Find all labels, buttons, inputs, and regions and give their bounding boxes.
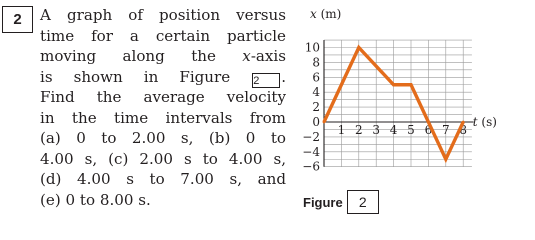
figure-caption-number: 2 [347,190,379,214]
figure-reference-box: 2 [252,73,280,88]
problem-line [40,169,286,190]
y-tick-label: 0 [312,115,320,129]
x-tick-label: 2 [354,123,363,137]
problem-line [40,190,286,211]
y-tick-label: −4 [302,144,320,159]
y-tick-label: 8 [312,55,320,70]
x-axis-label [473,115,497,129]
problem-line [40,46,286,67]
text-run: Find the average velocity [40,88,286,106]
problem-line [40,26,286,47]
position-time-graph [286,0,535,188]
data-point [444,158,447,161]
y-tick-label: 6 [312,70,320,85]
x-tick-label: 6 [424,123,433,137]
x-tick-label: 3 [372,123,381,137]
text-run: -axis [250,47,286,65]
problem-line [40,128,286,149]
x-tick-label: 8 [459,123,468,137]
y-axis-variable: x [310,7,317,21]
x-tick-label: 7 [441,123,450,137]
text-run: time for a certain particle [40,26,286,45]
x-axis-unit: (s) [477,115,497,129]
y-axis-label [310,7,341,21]
y-tick-label: 2 [312,100,320,115]
text-run: (a) 0 to 2.00 s, (b) 0 to [40,129,286,147]
text-run: A graph of position versus [40,6,286,24]
data-point [392,83,395,86]
x-tick-label: 5 [407,123,415,137]
text-run: (e) 0 to 8.00 s. [40,190,151,209]
x-axis-variable: t [472,115,478,129]
data-point [462,121,465,124]
data-point [323,121,326,124]
problem-line [40,87,286,108]
text-run: . [281,67,286,86]
problem-statement [40,5,286,210]
y-tick-label: −2 [302,129,320,144]
x-tick-label: 4 [389,123,398,137]
y-tick-label: 4 [312,85,320,100]
problem-line [40,5,286,26]
problem-line [40,67,286,88]
text-run: moving along the [40,47,243,65]
text-run: is shown in Figure [40,67,252,86]
x-tick-label: 1 [337,123,346,137]
problem-line [40,149,286,170]
data-point [357,46,360,49]
problem-line [40,108,286,129]
figure-caption-label: Figure [303,194,343,210]
problem-number-badge: 2 [2,6,33,33]
y-tick-label: 10 [304,40,320,55]
y-axis-unit: (m) [316,7,342,21]
y-tick-label: −6 [302,159,320,174]
text-run: in the time intervals from [40,108,286,127]
italic-variable: x [242,47,251,65]
figure-caption [303,190,379,214]
data-point [410,83,413,86]
text-run: 4.00 s, (c) 2.00 s to 4.00 s, [40,149,286,168]
text-run: (d) 4.00 s to 7.00 s, and [40,170,286,188]
